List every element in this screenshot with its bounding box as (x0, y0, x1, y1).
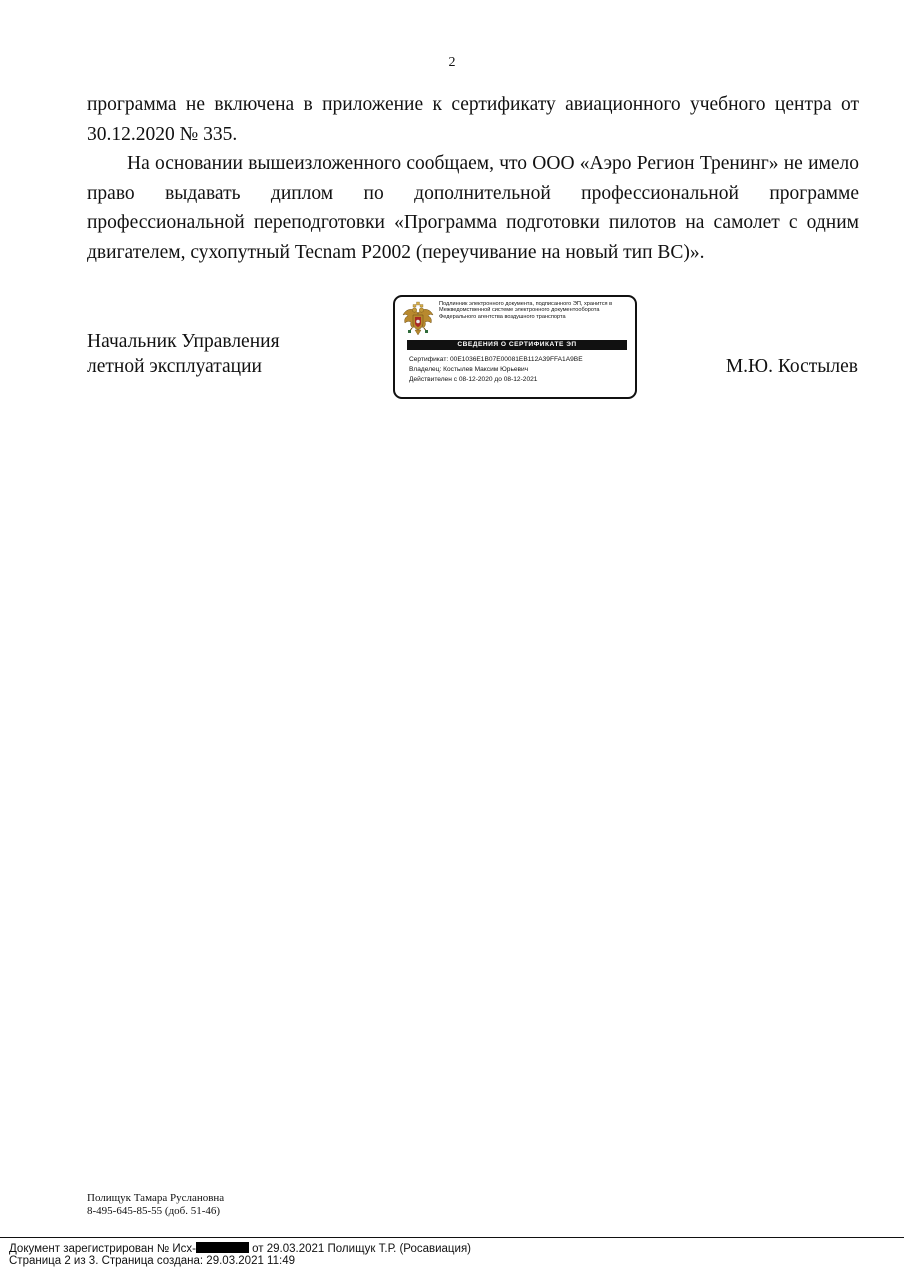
body-paragraph-1: программа не включена в приложение к сертификату авиационного учебного центра от 30.12.2020 № 335. (87, 94, 859, 145)
letter-body (87, 90, 859, 267)
signer-name: М.Ю. Костылев (725, 356, 858, 377)
signer-position (87, 329, 280, 379)
registration-footer (9, 1242, 471, 1267)
executor-phone: 8-495-645-85-55 (доб. 51-46) (87, 1205, 221, 1217)
page-number: 2 (448, 55, 456, 70)
stamp-header: СВЕДЕНИЯ О СЕРТИФИКАТЕ ЭП (407, 340, 627, 350)
stamp-details (409, 355, 631, 385)
stamp-certificate: Сертификат: 00E1036E1B07E00081EB112A39FFA1A9BE (409, 356, 583, 363)
signer-position-line-1: Начальник Управления (87, 331, 280, 352)
executor-name: Полищук Тамара Руслановна (87, 1192, 225, 1204)
stamp-note: Подлинник электронного документа, подписанного ЭП, хранится в Межведомственной системе электронного документооборота Федерального агентства воздушного транспорта (439, 301, 613, 320)
footer-line-2: Страница 2 из 3. Страница создана: 29.03.2021 11:49 (9, 1255, 295, 1267)
footer-registration-prefix: Документ зарегистрирован № Исх- (9, 1243, 196, 1255)
stamp-owner: Владелец: Костылев Максим Юрьевич (409, 366, 529, 373)
signer-position-line-2: летной эксплуатации (87, 356, 262, 377)
body-paragraph-2: На основании вышеизложенного сообщаем, что ООО «Аэро Регион Тренинг» не имело право выдавать диплом по дополнительной профессиональной программе профессиональной переподготовки «Программа подготовки пилотов на самолет с одним двигателем, сухопутный Tecnam P2002 (переучивание на новый тип ВС)». (87, 153, 859, 263)
footer-divider (0, 1237, 904, 1238)
electronic-signature-stamp (393, 295, 637, 399)
footer-registration-suffix: от 29.03.2021 Полищук Т.Р. (Росавиация) (248, 1243, 471, 1255)
footer-line-1 (9, 1242, 471, 1255)
stamp-validity: Действителен с 08-12-2020 до 08-12-2021 (409, 376, 538, 383)
executor-block (87, 1192, 224, 1218)
redacted-number (196, 1242, 249, 1253)
coat-of-arms-icon (401, 301, 435, 337)
